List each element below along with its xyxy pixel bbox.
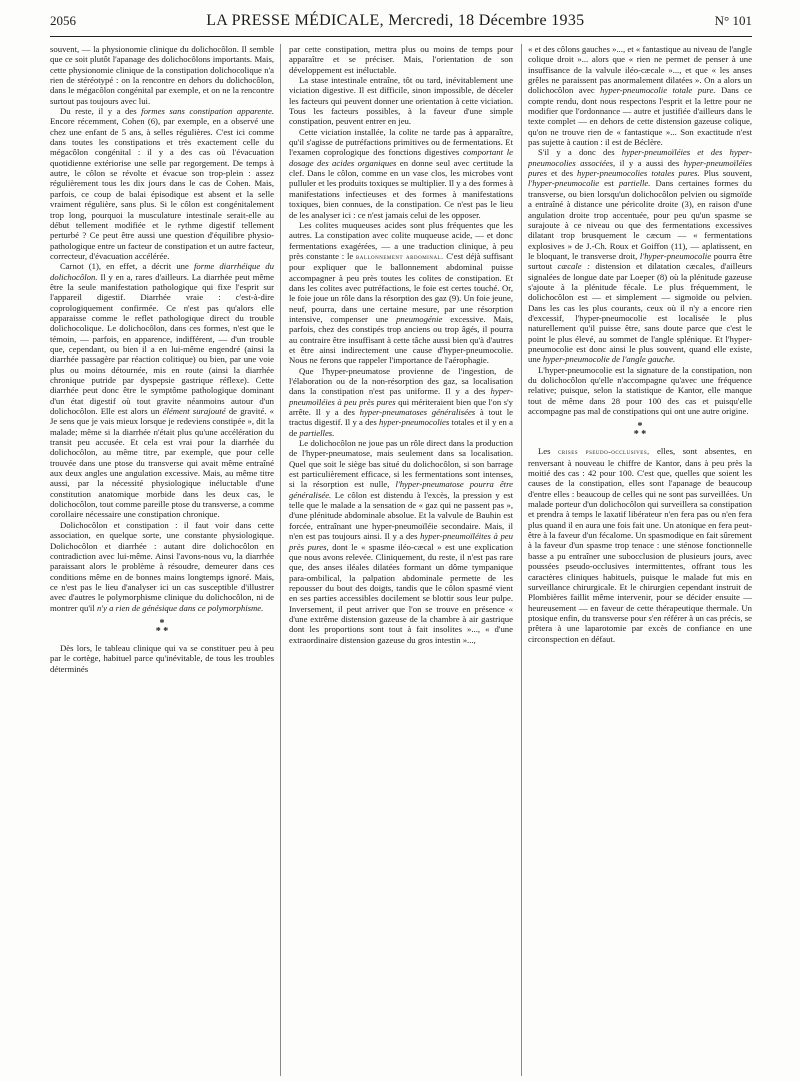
section-separator: * * * [633,421,647,441]
paragraph: Du reste, il y a des formes sans constipation apparente. Encore récemment, Cohen (6), par exemple, en a observé une chez une enfant de 5 ans, à selles régulières. C'est ici comme dans toutes les constipations et très exactement celle du mégacôlon congénital : il y a des cas où l'évacuation quotidienne extériorise une selle par regorgement. De temps à autre, le côlon se révolte et évacue son trop-plein : assez régulièrement tous les dix jours dans le cas de Cohen. Mais, parfois, ce coup de balai épisodique est absent et la selle vraiment régulière, sans plus. Si le côlon est congénitalement trop long, pourquoi la musculature intestinale serait-elle au début tellement modifiée et le rythme digestif tellement perturbé ? Ce peut être aussi une question d'équilibre physio-pathologique entre un facteur de constipation et un autre facteur, correcteur, d'évacuation accélérée. [50,106,274,261]
column-right [528,44,752,1076]
running-header [50,12,752,37]
paragraph: par cette constipation, mettra plus ou moins de temps pour apparaître et se préciser. Mais, l'orientation de son développement est inéluctable. [289,44,513,75]
column-middle [280,44,522,1076]
paragraph: « et des côlons gauches »..., et « fantastique au niveau de l'angle colique droit »... alors que « rien ne permet de penser à une insuffisance de la valvule iléo-cæcale »..., et que « les anses grêles ne paraissent pas anormalement dilatées ». On a alors un dolichocôlon avec hyper-pneumocolie totale pure. Dans ce compte rendu, dont nous respectons l'esprit et la lettre pour ne modifier que l'ordonnance — autre et justifiée d'ailleurs dans le texte complet — en dehors de cette distension gazeuse colique, qu'on ne trouve rien de « fantastique »... Son exactitude n'est pas sujette à caution : il est de Béclère. [528,44,752,148]
journal-name: LA PRESSE MÉDICALE, [206,12,384,29]
paragraph: Carnot (1), en effet, a décrit une forme diarrhéique du dolichocôlon. Il y en a, rares d'ailleurs. La diarrhée peut même être la seule manifestation pathologique qui fixe l'esprit sur l'appareil digestif. Diarrhée vraie : c'est-à-dire coprologiquement confirmée. Ce n'est pas qu'alors elle apparaisse comme le reflet pathologique direct du trouble dolichocolique. Le dolichocôlon, dans ces formes, n'est que le témoin, — parfois, en apparence, indifférent, — d'un trouble que, cependant, ou bien il a en lui-même engendré (ainsi la diarrhée passagère par réaction colitique) ou bien, par une voie plus ou moins détournée, mis en route (ainsi la diarrhée chronique putride par dyspepsie gastrique réflexe). Cette diarrhée peut donc être le symptôme pathologique dominant d'un état digestif où tout gravite néanmoins autour d'un dolichocôlon. Elle est alors un élément surajouté de gravité. « Je sens que je vais mieux lorsque je redeviens constipée », dit la malade; même si la diarrhée n'était plus qu'une accélération du transit peu accusée. Et cela est vrai pour la diarrhée du dolichocôlon, au même titre, par exemple, que pour celle trouvée dans une ptose du transverse qui avait même entraîné aux deux angles une angulation excessive. Mais, au même titre aussi, par la nécessité physiologique inéluctable d'une constitution anatomique morbide dans les deux cas, le dolichocôlon, tout comme pareille ptose du transverse, a comme corollaire nécessaire une constipation chronique. [50,261,274,520]
paragraph: S'il y a donc des hyper-pneumoïléies et des hyper-pneumocolies associées, il y a aussi des hyper-pneumoïléies pures et des hyper-pneumocolies totales pures. Plus souvent, l'hyper-pneumocolie est partielle. Dans certaines formes du transverse, ou bien lorsqu'un dolichocôlon pelvien ou sigmoïde a entraîné à distance une péricolite droite (3), en raison d'une angulation droite trop accentuée, pour peu qu'un spasme se surajoute à ce niveau ou que des fermentations excessives dilatant trop brusquement le cæcum — « fermentations explosives » de J.-Ch. Roux et Goiffon (11), — aplatissent, en le bloquant, le transverse droit, l'hyper-pneumocolie pourra être surtout cæcale : distension et dilatation cæcales, d'ailleurs signalées de longue date par Loeper (8) où la plénitude gazeuse s'ajoute à la plénitude fécale. Le plus fréquemment, le dolichocôlon est — et simplement — sigmoïde ou pelvien. Dans les cas les plus courants, ceux où il n'y a encore rien d'excessif, l'hyper-pneumocolie est localisée le plus naturellement qu'il puisse être, sans doute parce que c'est le point le plus élevé, au sommet de l'angle splénique. Et l'hyper-pneumocolie est donc ainsi le plus souvent, quand elle existe, une hyper-pneumocolie de l'angle gauche. [528,147,752,365]
paragraph: Cette viciation installée, la colite ne tarde pas à apparaître, qu'il s'agisse de putréfactions primitives ou de fermentations. Et l'examen coprologique des fonctions digestives comportant le dosage des acides organiques en donne seul avec certitude la clef. Dans le côlon, comme en un vase clos, les microbes vont pulluler et les produits toxiques se multiplier. Il y a des formes à manifestations infectieuses et des formes à manifestations toxiques, bien connues, de la constipation. Ce n'est pas le lieu de les analyser ici : ce n'est jamais celui de les opposer. [289,126,513,220]
section-separator: * * * [155,617,169,637]
column-left [50,44,274,1076]
paragraph: Que l'hyper-pneumatose provienne de l'ingestion, de l'élaboration ou de la non-résorption des gaz, sa localisation dans la constipation n'est pas uniforme. Il y a des hyper-pneumoïléies à peu près pures qui mériteraient bien que l'on s'y arrête. Il y a des hyper-pneumatoses généralisées à tout le tractus digestif. Il y a des hyper-pneumocolies totales et il y en a de partielles. [289,365,513,438]
paragraph: souvent, — la physionomie clinique du dolichocôlon. Il semble que ce soit plutôt l'apanage des dolichocôlons importants. Mais, cette physionomie clinique de la constipation dolichocolique n'a rien de stéréotypé : on la rencontre en dehors du dolichocôlon, dans le mégacôlon congénital par exemple, et on ne la rencontre surtout pas toujours avec lui. [50,44,274,106]
issue-date: Mercredi, 18 Décembre 1935 [388,12,585,29]
page-number: 2056 [50,13,76,28]
paragraph: Les crises pseudo-occlusives, elles, sont absentes, en renversant à nouveau le chiffre de Kantor, dans à peu près la moitié des cas : 42 pour 100. C'est que, quelles que soient les causes de la constipation, elles sont l'apanage de beaucoup d'entre elles : beaucoup de celles qui ne sont pas surveillées. Un malade porteur d'un dolichocôlon qui surveillera sa constipation et prendra à temps le laxatif libérateur n'en fera pas ou n'en fera plus quand il en aura une fois fait une. Un atonique en fera peut-être à la faveur d'un fécalome. Un spasmodique en fait sûrement à la faveur d'un spasme trop tenace : une sténose fonctionnelle basse a pu entraîner une subocclusion de plusieurs jours, avec poussées pseudo-occlusives intermittentes, offrant tous les caractères cliniques habituels, puisque le malade fut mis en surveillance chirurgicale. Et le chirurgien cependant instruit de Plombières faillit même intervenir, pour se décider ensuite — heureusement — en faveur de cette thérapeutique thermale. Un ptosique enfin, du transverse pour s'en référer à un cas précis, se prêtera à une laparotomie par excès de confiance en une circonspection en défaut. [528,446,752,644]
paragraph: Les colites muqueuses acides sont plus fréquentes que les autres. La constipation avec colite muqueuse acide, — et donc fermentations exagérées, — a une traduction clinique, à peu près constante : le ballonnement abdominal. C'est déjà suffisant pour expliquer que le ballonnement abdominal puisse accompagner à peu près toutes les colites de constipation. Et dans les colites avec putréfactions, le foie est certes touché. Or, le foie joue un rôle dans la résorption des gaz (9). Un foie jeune, neuf, pourra, dans une certaine mesure, par une résorption intensive, compenser une pneumogénie excessive. Mais, parfois, chez des constipés trop anciens ou trop âgés, il pourra au contraire être insuffisant à cette tâche aussi bien qu'à d'autres et être ainsi indirectement une cause d'hyper-pneumocolie. Nous ne ferons que rappeler l'importance de l'aérophagie. [289,219,514,366]
paragraph: Dès lors, le tableau clinique qui va se constituer peu à peu par le cortège, habituel parce qu'inévitable, de tous les troubles déterminés [50,642,274,674]
paragraph: L'hyper-pneumocolie est la signature de la constipation, non du dolichocôlon qu'elle n'accompagne qu'avec une fréquence relative; puisque, selon la statistique de Kantor, elle manque tout de même dans 28 pour 100 des cas et puisqu'elle accompagne pas mal de constipations qui ont une autre origine. [528,364,752,417]
journal-title [206,12,584,30]
paragraph: La stase intestinale entraîne, tôt ou tard, inévitablement une viciation digestive. Il est difficile, sinon impossible, de déceler les facteurs qui peuvent donner une orientation à cette viciation. Tous les facteurs possibles, à la faveur d'une simple constipation, peuvent entrer en jeu. [289,75,513,127]
paragraph: Le dolichocôlon ne joue pas un rôle direct dans la production de l'hyper-pneumatose, mais seulement dans sa localisation. Quel que soit le siège bas situé du dolichocôlon, si son barrage est particulièrement efficace, si les fermentations sont intenses, si la résorption est nulle, l'hyper-pneumatose pourra être généralisée. Le côlon est distendu à l'excès, la pression y est telle que le malade a la sensation de « gaz qui ne passent pas », d'une plénitude abdominale absolue. Et la valvule de Bauhin est forcée, entraînant une hyper-pneumoïléie secondaire. Mais, il n'en est pas toujours ainsi. Il y a des hyper-pneumoïléites à peu près pures, dont le « spasme iléo-cæcal » est une explication que nous avons relevée. Cliniquement, du reste, il n'est pas rare que, des anses iléales dilatées formant un dôme tympanique para-ombilical, la palpation abdominale permette de les repousser du bout des doigts, tandis que le côlon spasmé vient en ses parties accessibles docilement se blottir sous leur pulpe. Inversement, il peut arriver que l'on se trouve en présence « d'une extrême distension gazeuse de la chambre à air gastrique dont les proportions sont tout à fait insolites »..., « d'une extraordinaire distension gazeuse du gros intestin »..., [289,438,514,645]
issue-number: N° 101 [714,13,752,28]
paragraph: Dolichocôlon et constipation : il faut voir dans cette association, en quelque sorte, une constante physiologique. Dolichocôlon et diarrhée : autant dire dolichocôlon en contradiction avec lui-même. Ainsi l'avons-nous vu, la diarrhée paraissant alors le problème à résoudre, demeurer dans ces conditions même en de bonnes mains longtemps ignoré. Mais, ce n'est pas le lieu d'analyser ici un cas susceptible d'illustrer avec d'autres le polymorphisme clinique du dolichocôlon, ni de montrer qu'il n'y a rien de génésique dans ce polymorphisme. [50,519,274,613]
text-columns [50,44,752,1076]
